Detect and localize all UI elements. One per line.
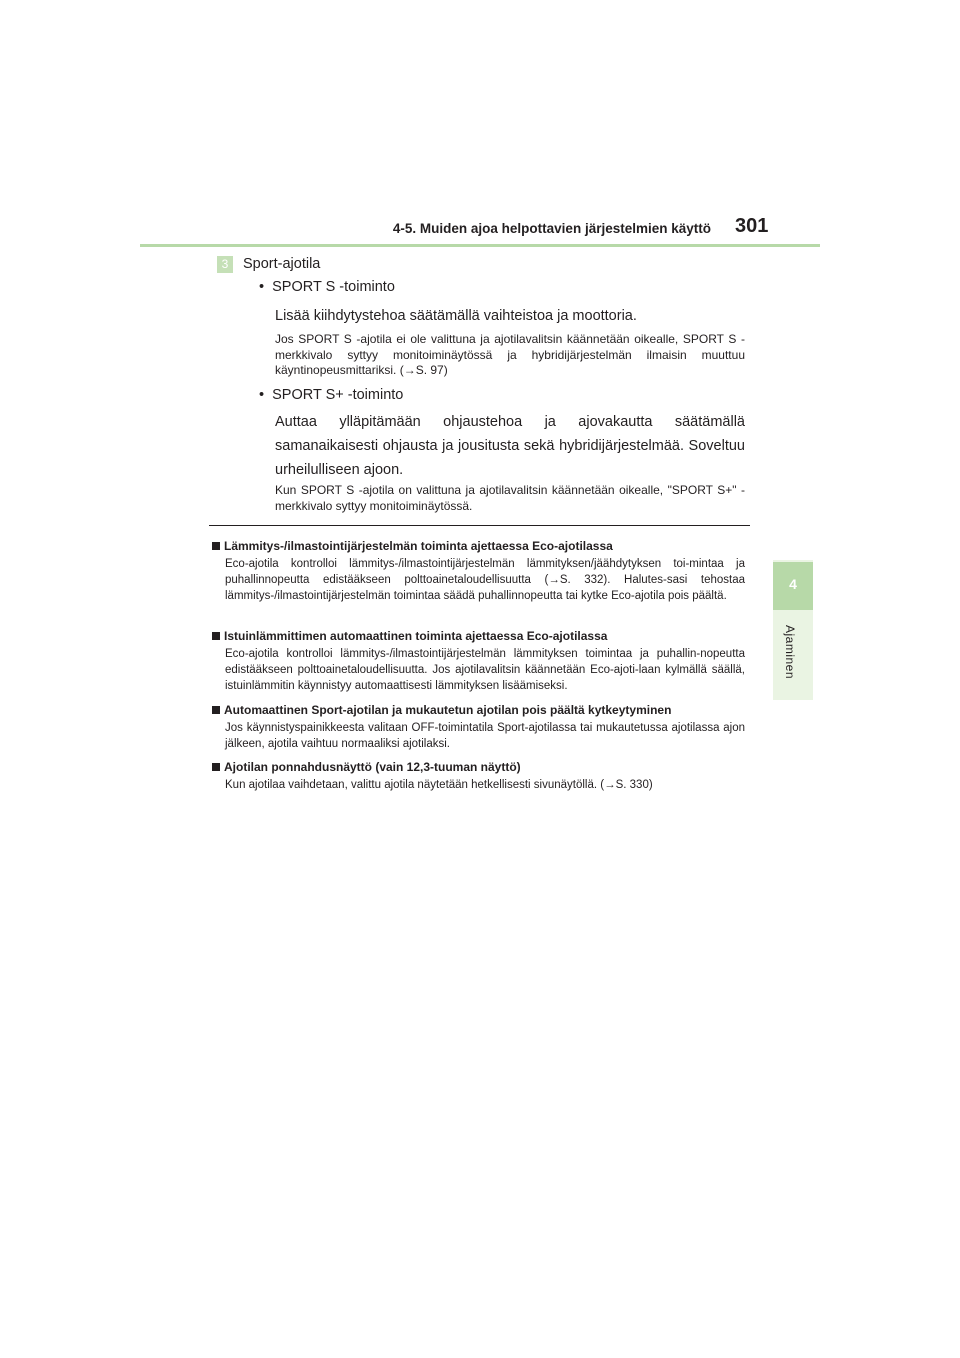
section-body: Kun ajotilaa vaihdetaan, valittu ajotila näytetään hetkellisesti sivunäytöllä. (→S. 330): [225, 779, 653, 791]
square-bullet-icon: [212, 706, 220, 714]
section-body: Eco-ajotila kontrolloi lämmitys-/ilmastointijärjestelmän lämmityksen/jäähdytyksen toi-mintaa ja puhallinnopeutta edistääkseen polttoainetaloudellisuutta (→S. 332). Halutes-sasi tehostaa lämmitys-/ilmastointijärjestelmän toimintaa säädä puhallinnopeutta tai kytke Eco-ajotila pois päältä.: [225, 558, 745, 602]
section-title: [212, 760, 521, 774]
sport-s-plus-note: Kun SPORT S -ajotila on valittuna ja ajotilavalitsin käännetään oikealle, "SPORT S+" -merkkivalo syttyy monitoiminäytössä.: [275, 483, 745, 513]
square-bullet-icon: [212, 632, 220, 640]
sport-s-heading: SPORT S -toiminto: [272, 279, 395, 295]
bullet-icon: •: [259, 387, 273, 403]
sport-s-plus-body: Auttaa ylläpitämään ohjaustehoa ja ajovakautta säätämällä samanaikaisesti ohjausta ja jousitusta sekä hybridijärjestelmää. Soveltuu urheilulliseen ajoon.: [275, 414, 745, 478]
section-title: [212, 703, 671, 717]
side-tab-number: 4: [789, 576, 797, 592]
step-number-badge: 3: [217, 256, 233, 273]
bullet-heading-sport-s: [259, 279, 395, 295]
section-body: Eco-ajotila kontrolloi lämmitys-/ilmastointijärjestelmän lämmityksen toimintaa ja puhallin-nopeutta edistääkseen polttoainetaloudellisuutta. Jos ajotilavalitsin käännetään Eco-ajoti-laan kylmällä säällä, istuinlämmitin käynnistyy automaattisesti lämmityksen lisäämiseksi.: [225, 648, 745, 692]
header-divider: [140, 244, 820, 247]
section-title-text: Lämmitys-/ilmastointijärjestelmän toiminta ajettaessa Eco-ajotilassa: [224, 539, 613, 553]
page-number: 301: [735, 215, 769, 237]
chapter-title: 4-5. Muiden ajoa helpottavien järjestelmien käyttö: [392, 221, 711, 236]
step-title: Sport-ajotila: [243, 256, 321, 272]
section-title-text: Automaattinen Sport-ajotilan ja mukautetun ajotilan pois päältä kytkeytyminen: [224, 703, 672, 717]
sport-s-plus-heading: SPORT S+ -toiminto: [272, 387, 404, 403]
section-title-text: Istuinlämmittimen automaattinen toiminta ajettaessa Eco-ajotilassa: [224, 629, 608, 643]
square-bullet-icon: [212, 542, 220, 550]
section-title-text: Ajotilan ponnahdusnäyttö (vain 12,3-tuuman näyttö): [224, 760, 521, 774]
bullet-icon: •: [259, 279, 273, 295]
section-title: [212, 629, 607, 643]
section-body: Jos käynnistyspainikkeesta valitaan OFF-toimintatila Sport-ajotilassa tai mukautetussa ajotilassa ajon jälkeen, ajotila vaihtuu normaaliksi ajotilaksi.: [225, 722, 745, 750]
section-title: [212, 539, 613, 553]
square-bullet-icon: [212, 763, 220, 771]
sport-s-body: Lisää kiihdytystehoa säätämällä vaihteistoa ja moottoria.: [275, 308, 637, 324]
bullet-heading-sport-s-plus: [259, 387, 403, 403]
sport-s-note: Jos SPORT S -ajotila ei ole valittuna ja ajotilavalitsin käännetään oikealle, SPORT S -merkkivalo syttyy monitoiminäytössä ja hybridijärjestelmän ilmaisin muuttuu käyntinopeusmittariksi. (→S. 97): [275, 332, 745, 377]
side-tab-label: Ajaminen: [783, 625, 797, 680]
section-divider: [209, 525, 750, 526]
